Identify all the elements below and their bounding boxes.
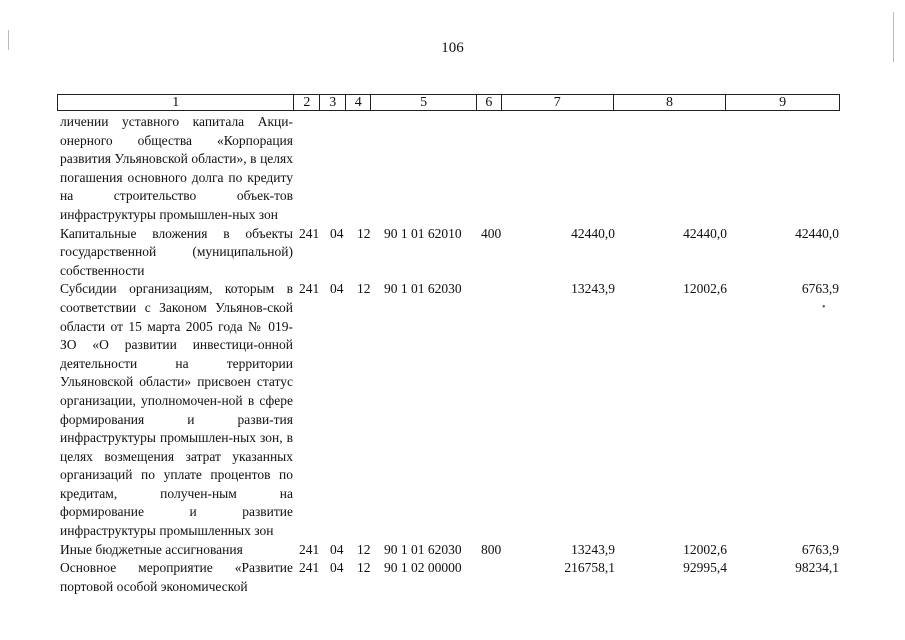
cell-amount-9: 98234,1 xyxy=(795,560,839,576)
cell-target-code: 90 1 01 62030 xyxy=(384,541,462,557)
cell-subsection: 12 xyxy=(357,281,371,297)
cell-amount-9: 6763,9 xyxy=(801,281,839,297)
cell-amount-7: 42440,0 xyxy=(571,225,615,241)
page-number: 106 xyxy=(441,40,464,56)
row-description: Основное мероприятие «Развитие портовой особой экономической xyxy=(60,560,293,594)
row-description: Капитальные вложения в объекты государственной (муниципальной) собственности xyxy=(60,225,293,278)
scan-speck: • xyxy=(822,302,826,314)
cell-target-code: 90 1 01 62010 xyxy=(384,225,462,241)
header-col-1: 1 xyxy=(58,95,294,110)
header-col-9: 9 xyxy=(779,95,787,110)
cell-section: 04 xyxy=(330,281,344,297)
cell-amount-8: 42440,0 xyxy=(683,225,727,241)
cell-subsection: 12 xyxy=(357,225,371,241)
table-row xyxy=(0,113,905,225)
table-header xyxy=(57,94,840,111)
header-col-4: 4 xyxy=(346,95,371,110)
row-description: личении уставного капитала Акци-онерного общества «Корпорация развития Ульяновской области», в целях погашения основного долга по кредиту на строительство объек-тов инфраструктуры промышлен-ных зон xyxy=(60,114,293,222)
cell-grbs: 241 xyxy=(299,560,320,576)
row-description: Иные бюджетные ассигнования xyxy=(60,541,243,557)
cell-section: 04 xyxy=(330,541,344,557)
cell-amount-7: 13243,9 xyxy=(571,541,615,557)
cell-target-code: 90 1 01 62030 xyxy=(384,281,462,297)
cell-section: 04 xyxy=(330,225,344,241)
cell-amount-9: 42440,0 xyxy=(795,225,839,241)
row-description: Субсидии организациям, которым в соответствии с Законом Ульянов-ской области от 15 марта 2005 года № 019-ЗО «О развитии инвестици-онной деятельности на территории Ульяновской области» присвоен статус организации, уполномочен-ной в сфере формирования и разви-тия инфраструктуры промышлен-ных зон, в целях возмещения затрат указанных организаций по уплате процентов по кредитам, получен-ным на формирование и развитие инфраструктуры промышленных зон xyxy=(60,281,293,539)
header-col-6: 6 xyxy=(477,95,502,110)
cell-amount-9: 6763,9 xyxy=(801,541,839,557)
table-body xyxy=(0,113,905,596)
cell-section: 04 xyxy=(330,560,344,576)
header-col-8: 8 xyxy=(614,95,727,110)
header-col-7: 7 xyxy=(502,95,614,110)
cell-amount-8: 12002,6 xyxy=(683,281,727,297)
cell-amount-7: 13243,9 xyxy=(571,281,615,297)
header-col-5: 5 xyxy=(371,95,477,110)
header-col-3: 3 xyxy=(320,95,346,110)
table-row xyxy=(0,225,905,281)
table-row xyxy=(0,559,905,596)
cell-amount-7: 216758,1 xyxy=(564,560,615,576)
header-col-2: 2 xyxy=(294,95,320,110)
scan-edge-mark xyxy=(8,30,9,50)
cell-expense-type: 800 xyxy=(481,541,502,557)
cell-subsection: 12 xyxy=(357,560,371,576)
cell-amount-8: 12002,6 xyxy=(683,541,727,557)
cell-subsection: 12 xyxy=(357,541,371,557)
cell-grbs: 241 xyxy=(299,281,320,297)
cell-amount-8: 92995,4 xyxy=(683,560,727,576)
table-row xyxy=(0,541,905,560)
cell-grbs: 241 xyxy=(299,541,320,557)
cell-expense-type: 400 xyxy=(481,225,502,241)
cell-target-code: 90 1 02 00000 xyxy=(384,560,462,576)
cell-grbs: 241 xyxy=(299,225,320,241)
scan-edge-mark xyxy=(893,12,894,62)
table-row xyxy=(0,280,905,540)
